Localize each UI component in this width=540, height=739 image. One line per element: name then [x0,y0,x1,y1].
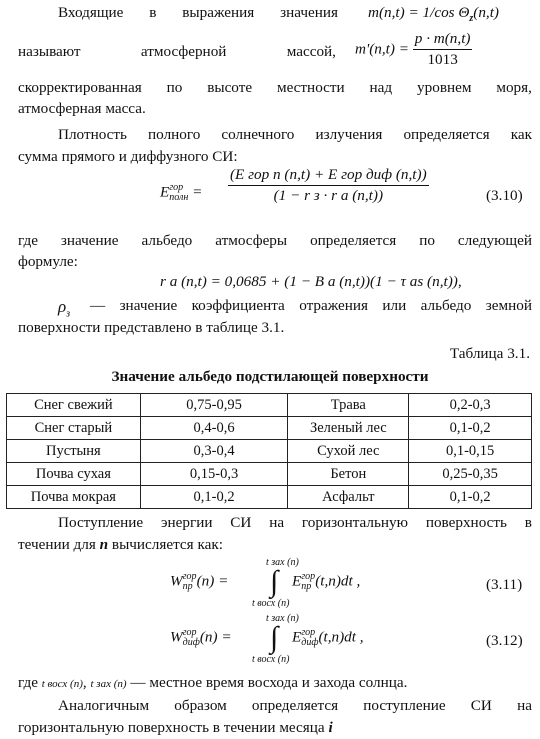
para1-line4-text: атмосферная масса. [18,100,146,117]
eq311-integral-sign: ∫ [270,565,279,598]
table-cell: Почва сухая [7,463,141,486]
table-caption-number: Таблица 3.1. [449,345,530,362]
para4-line2-text: течении для n вычисляется как: [18,536,223,553]
word: Входящие [58,4,124,21]
eq312-integral-sign: ∫ [270,621,279,654]
para1-line2-text [18,43,336,61]
table-cell: 0,4-0,6 [140,417,288,440]
table-cell: 0,3-0,4 [140,440,288,463]
table-cell: 0,1-0,2 [409,417,532,440]
eq312-lhs: W гор диф (n) = [170,627,232,648]
table-cell: 0,75-0,95 [140,394,288,417]
word: выражения [182,4,255,21]
eq311-upper-limit: t зах (n) [266,557,299,568]
table-cell: Зеленый лес [288,417,409,440]
word: значения [280,4,338,21]
table-cell: Сухой лес [288,440,409,463]
table-title: Значение альбедо подстилающей поверхности [111,368,429,385]
table-cell: 0,1-0,2 [140,486,288,509]
table-cell: 0,25-0,35 [409,463,532,486]
para1-line1-text [58,4,338,22]
table-cell: Бетон [288,463,409,486]
table-cell: Снег старый [7,417,141,440]
table-row [7,417,532,440]
word: массой, [286,43,336,60]
table-cell: 0,15-0,3 [140,463,288,486]
para2-line1-text: Плотность полного солнечного излучения определяется как [58,126,532,143]
para3-line2-text: формуле: [18,253,78,270]
eq310-number: (3.10) [486,187,523,204]
para6-line2-text: горизонтальную поверхность в течении месяца i [18,719,333,736]
table-cell: Асфальт [288,486,409,509]
formula-corrected-air-mass: m'(n,t) = $\frac{p \cdot m(n,t)}{1013}$ [355,30,471,68]
formula-air-mass: m(n,t) = 1/cos $\Theta_z(n,t)$ [368,4,499,25]
eq312-upper-limit: t зах (n) [266,613,299,624]
word: атмосферной [140,43,227,60]
table-cell: 0,1-0,2 [409,486,532,509]
table-cell: Почва мокрая [7,486,141,509]
eq312-number: (3.12) [486,632,523,649]
para1-line3-text: скорректированная по высоте местности над уровнем моря, [18,79,532,96]
eq311-number: (3.11) [486,576,523,593]
para4-line1-text: Поступление энергии СИ на горизонтальную поверхность в [58,514,532,531]
para2-line2-text: сумма прямого и диффузного СИ: [18,148,238,165]
table-cell: Пустыня [7,440,141,463]
eq311-integrand: E гор пр (t,n)dt , [292,571,361,592]
eq312-lower-limit: t восх (n) [252,654,290,665]
rho-symbol: $\rho_з$ [58,297,71,320]
eq310-lhs: E гор полн = [160,182,203,203]
eq312-integrand: E гор диф (t,n)dt , [292,627,364,648]
word: в [149,4,157,21]
para5-text: где t восх (n), t зах (n) — местное время восхода и захода солнца. [18,674,408,691]
para3-line1-text: где значение альбедо атмосферы определяется по следующей [18,232,532,249]
albedo-table [6,393,532,509]
table-cell: Снег свежий [7,394,141,417]
eq311-lower-limit: t восх (n) [252,598,290,609]
eq310-fraction: $\frac{\text{(E гор п (n,t) + E гор диф (n,t))}}{\text{(1 − r з · r a (n,t))}}$ [230,166,427,204]
formula-atmosphere-albedo: r a (n,t) = 0,0685 + (1 − B a (n,t))(1 − τ as (n,t)), [160,273,462,290]
table-cell: Трава [288,394,409,417]
eq311-lhs: W гор пр (n) = [170,571,229,592]
table-row [7,463,532,486]
table-row [7,440,532,463]
word: называют [18,43,81,60]
para3-line4-text: поверхности представлено в таблице 3.1. [18,319,285,336]
table-row [7,394,532,417]
table-row [7,486,532,509]
table-cell: 0,1-0,15 [409,440,532,463]
table-cell: 0,2-0,3 [409,394,532,417]
para3-line3-text: — значение коэффициента отражения или альбедо земной [90,297,532,314]
para6-line1-text: Аналогичным образом определяется поступление СИ на [58,697,532,714]
